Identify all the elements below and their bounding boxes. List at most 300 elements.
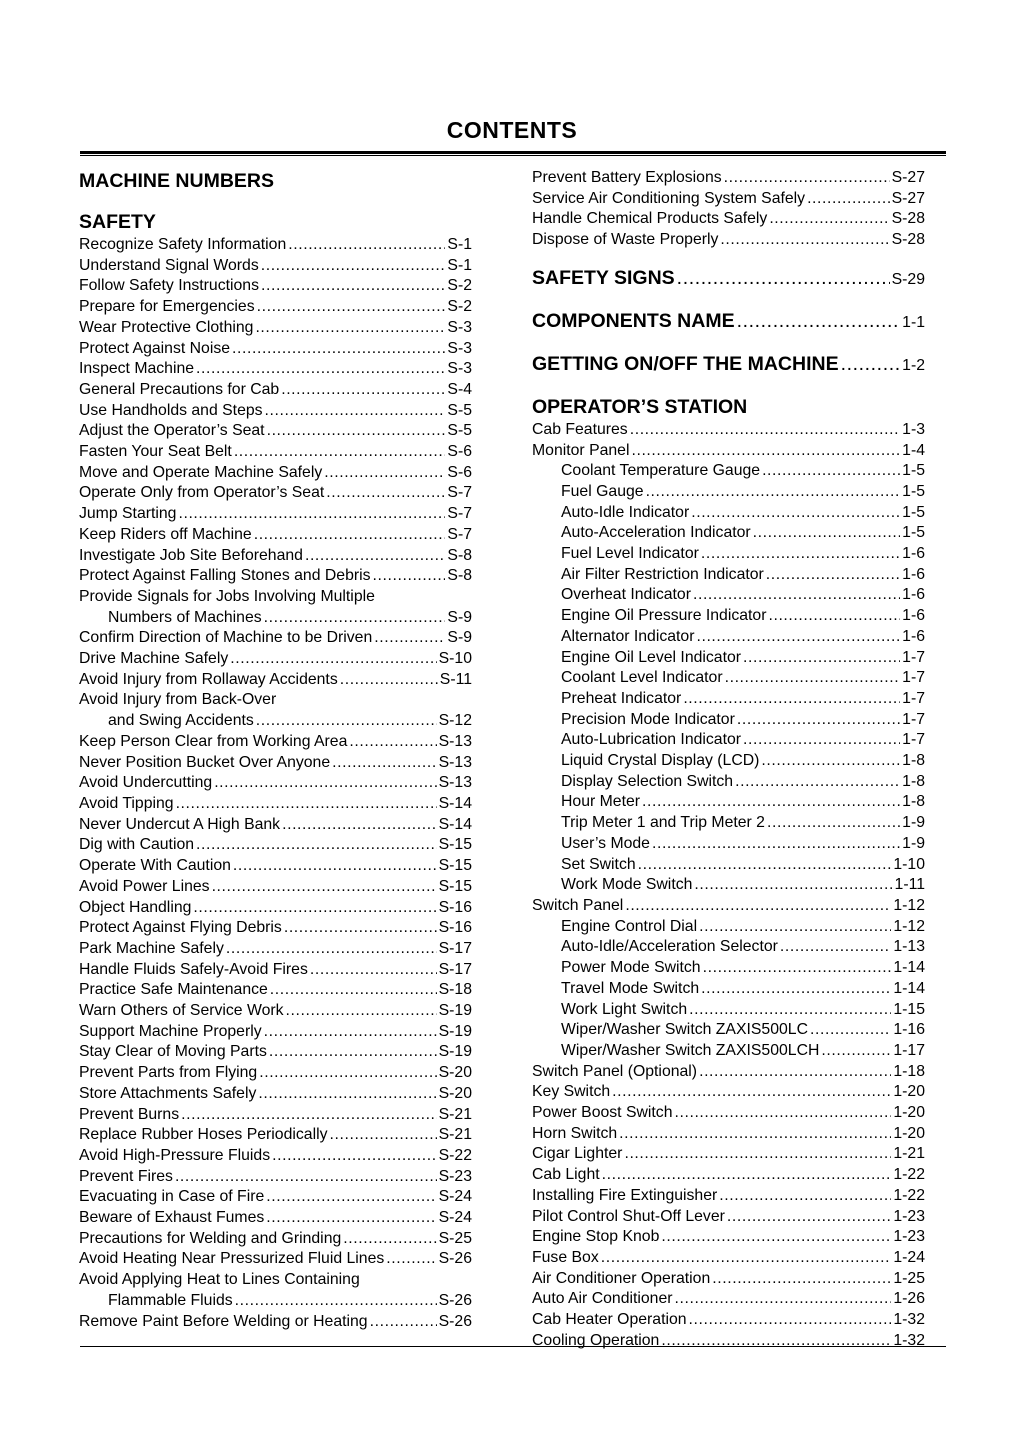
toc-page: S-27: [891, 189, 925, 207]
dot-leader: [699, 917, 891, 938]
toc-left-column: [79, 168, 472, 1332]
toc-page: 1-5: [902, 482, 925, 500]
toc-page: 1-5: [902, 503, 925, 521]
dot-leader: [232, 339, 445, 360]
toc-page: S-13: [438, 774, 472, 792]
toc-entry[interactable]: [79, 1291, 472, 1312]
toc-entry[interactable]: [532, 420, 925, 441]
toc-entry[interactable]: [532, 855, 925, 876]
toc-title: Monitor Panel: [532, 441, 630, 459]
dot-leader: [259, 1063, 436, 1084]
dot-leader: [624, 1144, 891, 1165]
toc-entry[interactable]: [79, 1105, 472, 1126]
dot-leader: [675, 1289, 892, 1310]
toc-title: Display Selection Switch: [561, 772, 734, 790]
toc-entry[interactable]: [79, 773, 472, 794]
toc-page: S-21: [438, 1126, 472, 1144]
toc-page: S-3: [447, 339, 472, 357]
dot-leader: [810, 1020, 891, 1041]
toc-entry[interactable]: [532, 1331, 925, 1352]
dot-leader: [602, 1165, 892, 1186]
toc-title: Work Light Switch: [561, 1000, 688, 1018]
toc-entry[interactable]: [79, 835, 472, 856]
dot-leader: [646, 482, 901, 503]
toc-entry[interactable]: [79, 628, 472, 649]
dot-leader: [196, 835, 437, 856]
toc-title: Prepare for Emergencies: [79, 298, 255, 316]
toc-page: S-5: [447, 422, 472, 440]
toc-page: S-6: [447, 443, 472, 461]
dot-leader: [720, 230, 889, 251]
toc-title: User’s Mode: [561, 834, 650, 852]
toc-page: 1-23: [893, 1228, 925, 1246]
toc-title: Coolant Level Indicator: [561, 669, 723, 687]
toc-entry[interactable]: [79, 297, 472, 318]
toc-entry[interactable]: [79, 1208, 472, 1229]
dot-leader: [841, 351, 901, 377]
toc-entry[interactable]: [79, 546, 472, 567]
toc-entry[interactable]: [79, 1084, 472, 1105]
dot-leader: [272, 1146, 437, 1167]
toc-title: Confirm Direction of Machine to be Driven: [79, 629, 373, 647]
dot-leader: [683, 689, 900, 710]
dot-leader: [265, 401, 446, 422]
toc-title: Avoid Injury from Rollaway Accidents: [79, 670, 338, 688]
toc-entry[interactable]: [532, 1207, 925, 1228]
toc-page: 1-9: [902, 834, 925, 852]
section-operators-station[interactable]: OPERATOR’S STATION: [532, 395, 748, 418]
dot-leader: [266, 1208, 436, 1229]
toc-entry[interactable]: [532, 875, 925, 896]
toc-title: Dispose of Waste Properly: [532, 231, 719, 249]
toc-entry[interactable]: [532, 482, 925, 503]
toc-entry[interactable]: [532, 523, 925, 544]
toc-page: S-3: [447, 360, 472, 378]
toc-title: Recognize Safety Information: [79, 236, 287, 253]
toc-entry[interactable]: [532, 730, 925, 751]
toc-entry[interactable]: [79, 1187, 472, 1208]
toc-entry[interactable]: [79, 1125, 472, 1146]
toc-entry[interactable]: [532, 1062, 925, 1083]
toc-page: 1-7: [902, 731, 925, 749]
toc-title: Pilot Control Shut-Off Lever: [532, 1207, 725, 1225]
toc-title: Avoid Heating Near Pressurized Fluid Lines: [79, 1250, 385, 1268]
dot-leader: [214, 773, 436, 794]
section-machine-numbers[interactable]: MACHINE NUMBERS: [79, 170, 274, 192]
toc-entry[interactable]: [79, 235, 472, 256]
dot-leader: [821, 1041, 891, 1062]
toc-page: 1-13: [893, 938, 925, 956]
toc-entry[interactable]: [79, 525, 472, 546]
toc-title: Fuel Gauge: [561, 482, 644, 500]
toc-entry[interactable]: [79, 421, 472, 442]
dot-leader: [254, 525, 446, 546]
toc-page: S-25: [438, 1229, 472, 1247]
toc-page: S-19: [438, 1043, 472, 1061]
dot-leader: [349, 732, 436, 753]
dot-leader: [255, 318, 445, 339]
dot-leader: [226, 939, 437, 960]
toc-title: Overheat Indicator: [561, 586, 691, 604]
toc-title: Auto-Idle Indicator: [561, 503, 690, 521]
toc-page: S-3: [447, 318, 472, 336]
toc-entry[interactable]: [79, 276, 472, 297]
toc-getting-on-off[interactable]: [532, 351, 925, 379]
toc-page: S-10: [438, 650, 472, 668]
toc-page: 1-1: [902, 313, 925, 331]
toc-title: Engine Oil Level Indicator: [561, 648, 742, 666]
toc-page: S-26: [438, 1312, 472, 1330]
toc-title: Stay Clear of Moving Parts: [79, 1043, 267, 1061]
toc-entry[interactable]: [79, 1312, 472, 1333]
dot-leader: [305, 546, 445, 567]
toc-right-column: [532, 168, 925, 1351]
dot-leader: [264, 1022, 437, 1043]
toc-entry[interactable]: [532, 585, 925, 606]
toc-entry[interactable]: [79, 1063, 472, 1084]
toc-title: Air Conditioner Operation: [532, 1269, 711, 1287]
toc-title: Hour Meter: [561, 793, 641, 811]
toc-title: Fuse Box: [532, 1248, 599, 1266]
toc-page: S-16: [438, 919, 472, 937]
toc-entry[interactable]: [79, 1167, 472, 1188]
toc-entry[interactable]: [79, 483, 472, 504]
toc-title: Inspect Machine: [79, 360, 195, 378]
toc-title: Replace Rubber Hoses Periodically: [79, 1126, 328, 1144]
toc-entry[interactable]: [79, 1001, 472, 1022]
toc-title: Prevent Burns: [79, 1105, 180, 1123]
toc-entry[interactable]: [532, 1144, 925, 1165]
dot-leader: [343, 1229, 436, 1250]
toc-title: Auto-Lubrication Indicator: [561, 731, 742, 749]
toc-entry[interactable]: [79, 359, 472, 380]
toc-page: 1-6: [902, 545, 925, 563]
toc-entry[interactable]: [532, 937, 925, 958]
toc-entry[interactable]: [532, 544, 925, 565]
toc-entry[interactable]: [532, 689, 925, 710]
toc-entry[interactable]: [532, 461, 925, 482]
toc-entry[interactable]: [79, 711, 472, 732]
toc-entry[interactable]: [79, 960, 472, 981]
toc-page: 1-16: [893, 1021, 925, 1039]
toc-page: S-13: [438, 753, 472, 771]
toc-title: Handle Chemical Products Safely: [532, 210, 768, 228]
toc-page: S-6: [447, 463, 472, 481]
toc-entry[interactable]: [532, 1124, 925, 1145]
toc-entry[interactable]: [79, 856, 472, 877]
dot-leader: [326, 483, 445, 504]
toc-entry[interactable]: [79, 504, 472, 525]
toc-title-line: Avoid Applying Heat to Lines Containing: [79, 1271, 360, 1289]
toc-page: S-23: [438, 1167, 472, 1185]
toc-title: Cab Features: [532, 420, 628, 438]
toc-entry[interactable]: [532, 168, 925, 189]
toc-title: Fasten Your Seat Belt: [79, 443, 232, 461]
toc-page: 1-32: [893, 1331, 925, 1349]
toc-page: S-8: [447, 567, 472, 585]
toc-entry[interactable]: [79, 898, 472, 919]
safety-entry-list: [79, 235, 472, 1332]
dot-leader: [193, 898, 436, 919]
toc-title: Jump Starting: [79, 505, 177, 523]
toc-title: Key Switch: [532, 1083, 611, 1101]
dot-leader: [612, 1082, 891, 1103]
toc-entry[interactable]: [532, 1186, 925, 1207]
toc-entry[interactable]: [79, 380, 472, 401]
toc-title: Auto Air Conditioner: [532, 1290, 673, 1308]
toc-page: S-19: [438, 1022, 472, 1040]
toc-entry[interactable]: [532, 565, 925, 586]
toc-entry[interactable]: [532, 230, 925, 251]
toc-entry[interactable]: [79, 794, 472, 815]
toc-title: Precision Mode Indicator: [561, 710, 735, 728]
toc-entry[interactable]: [532, 958, 925, 979]
toc-entry[interactable]: [79, 670, 472, 691]
toc-entry[interactable]: [79, 318, 472, 339]
toc-entry[interactable]: [79, 1249, 472, 1270]
toc-page: 1-8: [902, 793, 925, 811]
dot-leader: [727, 1207, 892, 1228]
toc-entry[interactable]: [532, 834, 925, 855]
toc-page: 1-21: [893, 1145, 925, 1163]
toc-entry[interactable]: [532, 1082, 925, 1103]
toc-page: S-15: [438, 836, 472, 854]
dot-leader: [719, 1186, 891, 1207]
toc-title: Set Switch: [561, 855, 636, 873]
toc-title: COMPONENTS NAME: [532, 309, 735, 332]
toc-page: S-18: [438, 981, 472, 999]
toc-entry[interactable]: [79, 732, 472, 753]
toc-entry[interactable]: [532, 979, 925, 1000]
dot-leader: [753, 523, 900, 544]
toc-page: S-27: [891, 169, 925, 186]
toc-entry[interactable]: [532, 896, 925, 917]
dot-leader: [330, 1125, 437, 1146]
toc-entry[interactable]: [79, 649, 472, 670]
toc-entry[interactable]: [79, 1229, 472, 1250]
toc-page: S-7: [447, 525, 472, 543]
toc-entry[interactable]: [79, 939, 472, 960]
toc-page: S-19: [438, 1002, 472, 1020]
toc-page: 1-15: [893, 1000, 925, 1018]
toc-page: 1-10: [893, 855, 925, 873]
toc-title: Cab Light: [532, 1166, 600, 1184]
toc-title: Understand Signal Words: [79, 256, 259, 274]
toc-page: 1-2: [902, 356, 925, 374]
toc-title: Cab Heater Operation: [532, 1311, 687, 1329]
toc-page: S-9: [447, 629, 472, 647]
toc-entry[interactable]: [532, 1165, 925, 1186]
toc-title: Engine Oil Pressure Indicator: [561, 607, 767, 625]
toc-entry[interactable]: [532, 1269, 925, 1290]
toc-entry[interactable]: [79, 401, 472, 422]
toc-entry[interactable]: [532, 710, 925, 731]
toc-title: Precautions for Welding and Grinding: [79, 1229, 342, 1247]
toc-page: S-26: [438, 1291, 472, 1309]
toc-entry[interactable]: [79, 339, 472, 360]
toc-title: Cooling Operation: [532, 1331, 660, 1349]
toc-title: Wiper/Washer Switch ZAXIS500LCH: [561, 1041, 820, 1059]
toc-page: 1-7: [902, 689, 925, 707]
toc-page: S-16: [438, 898, 472, 916]
toc-entry[interactable]: [79, 877, 472, 898]
toc-entry[interactable]: [532, 1103, 925, 1124]
toc-entry[interactable]: [532, 441, 925, 462]
dot-leader: [638, 855, 892, 876]
toc-entry[interactable]: [532, 209, 925, 230]
dot-leader: [768, 606, 900, 627]
toc-page: S-14: [438, 794, 472, 812]
toc-page: 1-5: [902, 524, 925, 542]
toc-page: S-28: [891, 231, 925, 249]
toc-title: Prevent Battery Explosions: [532, 169, 722, 186]
toc-components-name[interactable]: [532, 308, 925, 336]
toc-entry[interactable]: [79, 463, 472, 484]
toc-page: 1-6: [902, 627, 925, 645]
toc-entry[interactable]: [532, 772, 925, 793]
dot-leader: [701, 979, 891, 1000]
toc-entry[interactable]: [532, 792, 925, 813]
toc-title: Keep Riders off Machine: [79, 525, 252, 543]
section-safety[interactable]: SAFETY: [79, 211, 156, 233]
toc-entry[interactable]: [79, 815, 472, 836]
dot-leader: [286, 1001, 437, 1022]
toc-entry[interactable]: [79, 753, 472, 774]
toc-page: 1-11: [894, 876, 925, 894]
operators-station-entry-list: [532, 420, 925, 1352]
page-title: CONTENTS: [446, 117, 578, 143]
toc-title: Use Handholds and Steps: [79, 401, 263, 419]
toc-entry[interactable]: [532, 1020, 925, 1041]
toc-entry[interactable]: [532, 648, 925, 669]
toc-title: Keep Person Clear from Working Area: [79, 732, 348, 750]
toc-title: Wear Protective Clothing: [79, 318, 254, 336]
toc-page: 1-18: [893, 1062, 925, 1080]
dot-leader: [694, 875, 892, 896]
toc-entry[interactable]: [532, 627, 925, 648]
toc-page: 1-8: [902, 772, 925, 790]
toc-page: S-14: [438, 815, 472, 833]
dot-leader: [737, 710, 900, 731]
toc-page: S-13: [438, 732, 472, 750]
toc-entry[interactable]: [532, 503, 925, 524]
dot-leader: [234, 442, 446, 463]
toc-page: S-20: [438, 1064, 472, 1082]
toc-page: S-24: [438, 1188, 472, 1206]
toc-entry[interactable]: [532, 668, 925, 689]
toc-page: S-1: [447, 256, 472, 274]
toc-entry[interactable]: [79, 918, 472, 939]
dot-leader: [370, 1312, 437, 1333]
toc-entry[interactable]: [79, 608, 472, 629]
toc-title: Practice Safe Maintenance: [79, 981, 268, 999]
toc-title: Investigate Job Site Beforehand: [79, 546, 303, 564]
dot-leader: [374, 628, 445, 649]
toc-entry[interactable]: [79, 566, 472, 587]
toc-entry[interactable]: [532, 1000, 925, 1021]
toc-safety-signs[interactable]: [532, 265, 925, 293]
toc-title: Avoid Undercutting: [79, 774, 213, 792]
toc-title-line: Provide Signals for Jobs Involving Multiple: [79, 587, 375, 605]
dot-leader: [258, 1084, 436, 1105]
toc-title: Move and Operate Machine Safely: [79, 463, 323, 481]
toc-entry[interactable]: [532, 813, 925, 834]
dot-leader: [264, 608, 446, 629]
toc-entry[interactable]: [532, 1310, 925, 1331]
toc-page: 1-26: [893, 1290, 925, 1308]
toc-entry[interactable]: [532, 1248, 925, 1269]
toc-entry[interactable]: [79, 1146, 472, 1167]
dot-leader: [689, 1000, 891, 1021]
toc-page: 1-24: [893, 1248, 925, 1266]
toc-entry[interactable]: [79, 1022, 472, 1043]
dot-leader: [735, 772, 900, 793]
toc-page: S-29: [891, 270, 925, 288]
toc-entry[interactable]: [532, 917, 925, 938]
toc-page: S-7: [447, 505, 472, 523]
toc-page: S-11: [439, 670, 472, 688]
toc-title: Engine Stop Knob: [532, 1228, 660, 1246]
dot-leader: [807, 189, 890, 210]
toc-page: 1-7: [902, 648, 925, 666]
toc-title: Switch Panel (Optional): [532, 1062, 698, 1080]
dot-leader: [619, 1124, 891, 1145]
toc-title: Operate Only from Operator’s Seat: [79, 484, 325, 502]
dot-leader: [737, 308, 901, 334]
toc-entry[interactable]: [532, 1041, 925, 1062]
dot-leader: [652, 834, 900, 855]
dot-leader: [324, 463, 445, 484]
toc-entry[interactable]: [79, 442, 472, 463]
toc-title: Preheat Indicator: [561, 689, 682, 707]
dot-leader: [178, 504, 445, 525]
toc-entry[interactable]: [532, 1289, 925, 1310]
toc-page: S-1: [447, 236, 472, 253]
dot-leader: [281, 380, 445, 401]
toc-entry[interactable]: [79, 1042, 472, 1063]
dot-leader: [233, 856, 437, 877]
toc-entry[interactable]: [532, 1227, 925, 1248]
toc-title: and Swing Accidents: [108, 712, 254, 730]
toc-title: Alternator Indicator: [561, 627, 695, 645]
toc-title: Prevent Fires: [79, 1167, 173, 1185]
toc-entry[interactable]: [532, 189, 925, 210]
toc-title: Drive Machine Safely: [79, 650, 229, 668]
toc-title: Protect Against Noise: [79, 339, 231, 357]
toc-entry[interactable]: [79, 256, 472, 277]
toc-page: 1-25: [893, 1269, 925, 1287]
dot-leader: [642, 792, 900, 813]
dot-leader: [743, 730, 900, 751]
toc-title: Avoid Tipping: [79, 794, 174, 812]
toc-title: Remove Paint Before Welding or Heating: [79, 1312, 368, 1330]
toc-entry[interactable]: [79, 980, 472, 1001]
toc-page: S-4: [447, 380, 472, 398]
dot-leader: [761, 751, 900, 772]
toc-title: Engine Control Dial: [561, 917, 698, 935]
toc-title: Handle Fluids Safely-Avoid Fires: [79, 960, 308, 978]
toc-page: 1-3: [902, 420, 925, 438]
toc-title: Store Attachments Safely: [79, 1084, 257, 1102]
toc-title: Auto-Acceleration Indicator: [561, 524, 751, 542]
toc-title: Object Handling: [79, 898, 192, 916]
toc-entry[interactable]: [532, 751, 925, 772]
toc-page: S-15: [438, 877, 472, 895]
toc-entry[interactable]: [532, 606, 925, 627]
dot-leader: [176, 794, 437, 815]
dot-leader: [261, 276, 445, 297]
bottom-rule: [80, 1346, 946, 1347]
